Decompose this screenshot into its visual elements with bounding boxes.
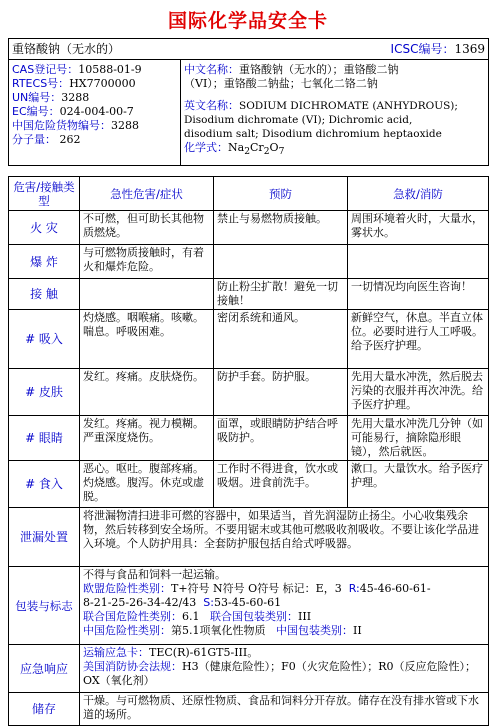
r-phrase-text-1: 45-46-60-61- <box>359 582 431 595</box>
prevention-explosion <box>214 245 348 279</box>
row-storage <box>9 693 489 726</box>
aid-inhalation: 新鲜空气，休息。半直立体位。必要时进行人工呼吸。给予医疗护理。 <box>348 310 489 369</box>
formula-o: O <box>269 141 279 154</box>
hazard-skin: 发红。疼痛。皮肤烧伤。 <box>80 369 214 416</box>
prevention-ingestion: 工作时不得进食，饮水或吸烟。进食前洗手。 <box>214 461 348 508</box>
type-eyes: # 眼睛 <box>9 416 80 461</box>
icsc-label: ICSC编号： <box>390 42 455 56</box>
chinese-name-1: 重铬酸钠（无水的）；重铬酸二钠 <box>239 63 399 76</box>
type-exposure: 接 触 <box>9 279 80 310</box>
un-class-label: 联合国危险性类别： <box>83 610 182 623</box>
cn-class-label: 中国危险性类别： <box>83 624 171 637</box>
cas-number: 10588-01-9 <box>78 63 142 76</box>
hazard-eyes: 发红。疼痛。视力模糊。严重深度烧伤。 <box>80 416 214 461</box>
s-phrase-label: S: <box>203 596 214 609</box>
col-header-type: 危害/接触类型 <box>9 177 80 211</box>
identification-table <box>8 38 489 166</box>
formula-cr: Cr <box>250 141 264 154</box>
hazard-fire: 不可燃，但可助长其他物质燃烧。 <box>80 211 214 245</box>
un-class-value: 6.1 <box>182 610 200 623</box>
aid-eyes: 先用大量水冲洗几分钟（如可能易行，摘除隐形眼镜），然后就医。 <box>348 416 489 461</box>
chemical-name: 重铬酸钠（无水的） <box>12 42 121 56</box>
packaging-cell <box>80 567 489 645</box>
eu-class-text: T+符号 N符号 O符号 标记：E，3 <box>171 582 342 595</box>
aid-fire: 周围环境着火时，大量水，雾状水。 <box>348 211 489 245</box>
china-dg-number: 3288 <box>111 119 139 132</box>
molecular-weight: 262 <box>59 133 81 146</box>
row-eyes <box>9 416 489 461</box>
formula-cr-sub: 2 <box>263 146 270 158</box>
row-fire <box>9 211 489 245</box>
transport-card-label: 运输应急卡： <box>83 646 149 659</box>
type-ingestion: # 食入 <box>9 461 80 508</box>
row-emergency <box>9 645 489 693</box>
formula-line <box>184 141 485 159</box>
aid-exposure: 一切情况均向医生咨询！ <box>348 279 489 310</box>
row-ingestion <box>9 461 489 508</box>
transport-card-value: TEC(R)-61GT5-III。 <box>149 646 259 659</box>
icsc-number: 1369 <box>454 42 486 56</box>
un-pack-label: 联合国包装类别： <box>210 610 298 623</box>
ec-label: EC编号： <box>12 105 60 118</box>
un-label: UN编号： <box>12 91 62 104</box>
row-exposure <box>9 279 489 310</box>
packaging-note: 不得与食品和饲料一起运输。 <box>83 568 226 581</box>
prevention-eyes: 面罩，或眼睛防护结合呼吸防护。 <box>214 416 348 461</box>
hazard-exposure <box>80 279 214 310</box>
row-packaging <box>9 567 489 645</box>
prevention-fire: 禁止与易燃物质接触。 <box>214 211 348 245</box>
chinese-name-label: 中文名称： <box>184 63 239 76</box>
formula-o-sub: 7 <box>278 146 285 158</box>
type-skin: # 皮肤 <box>9 369 80 416</box>
row-spill <box>9 508 489 567</box>
english-name-2: Disodium dichromate (VI); Dichromic acid, <box>184 114 413 126</box>
packaging-label: 包装与标志 <box>9 567 80 645</box>
hazard-explosion: 与可燃物质接触时，有着火和爆炸危险。 <box>80 245 214 279</box>
english-name-label: 英文名称： <box>184 99 239 112</box>
un-pack-value: III <box>298 610 312 623</box>
cn-pack-value: II <box>353 624 362 637</box>
nfpa-value: H3（健康危险性）；F0（火灾危险性）；R0（反应危险性）；OX（氧化剂） <box>83 660 477 687</box>
emergency-label: 应急响应 <box>9 645 80 693</box>
aid-skin: 先用大量水冲洗，然后脱去污染的衣服并再次冲洗。给予医疗护理。 <box>348 369 489 416</box>
prevention-skin: 防护手套。防护服。 <box>214 369 348 416</box>
cn-pack-label: 中国包装类别： <box>276 624 353 637</box>
row-explosion <box>9 245 489 279</box>
cn-class-value: 第5.1项氧化性物质 <box>171 624 266 637</box>
rtecs-number: HX7700000 <box>69 77 136 90</box>
hazard-inhalation: 灼烧感。咽喉痛。咳嗽。喘息。呼吸困难。 <box>80 310 214 369</box>
col-header-prevention: 预防 <box>214 177 348 211</box>
identifiers-cell <box>9 60 181 166</box>
prevention-inhalation: 密闭系统和通风。 <box>214 310 348 369</box>
spill-text: 将泄漏物清扫进非可燃的容器中，如果适当，首先润湿防止扬尘。小心收集残余物，然后转移到安全场所。不要用锯末或其他可燃吸收剂吸收。不要让该化学品进入环境。个人防护用具：全套防护服包括自给式呼吸器。 <box>80 508 489 567</box>
china-dg-label: 中国危险货物编号： <box>12 119 111 132</box>
english-name-3: disodium salt; Disodium dichromium heptaoxide <box>184 128 442 140</box>
r-phrase-label: R: <box>348 582 360 595</box>
nfpa-label: 美国消防协会法规： <box>83 660 182 673</box>
column-header-row <box>9 177 489 211</box>
names-cell <box>181 60 489 166</box>
un-number: 3288 <box>61 91 90 104</box>
formula-label: 化学式： <box>184 141 228 154</box>
emergency-cell <box>80 645 489 693</box>
aid-ingestion: 漱口。大量饮水。给予医疗护理。 <box>348 461 489 508</box>
prevention-exposure: 防止粉尘扩散！避免一切接触！ <box>214 279 348 310</box>
col-header-first-aid: 急救/消防 <box>348 177 489 211</box>
header-row <box>9 39 489 60</box>
row-inhalation <box>9 310 489 369</box>
english-name-1: SODIUM DICHROMATE (ANHYDROUS); <box>239 100 458 112</box>
s-phrase-text: 53-45-60-61 <box>213 596 282 609</box>
type-inhalation: # 吸入 <box>9 310 80 369</box>
hazard-ingestion: 恶心。呕吐。腹部疼痛。灼烧感。腹泻。休克或虚脱。 <box>80 461 214 508</box>
ec-number: 024-004-00-7 <box>59 105 134 118</box>
col-header-hazard: 急性危害/症状 <box>80 177 214 211</box>
formula-na: Na <box>228 141 245 154</box>
storage-text: 干燥。与可燃物质、还原性物质、食品和饲料分开存放。储存在没有排水管或下水道的场所。 <box>80 693 489 726</box>
r-phrase-text-2: 8-21-25-26-34-42/43 <box>83 596 197 609</box>
molecular-weight-label: 分子量： <box>12 133 56 146</box>
row-skin <box>9 369 489 416</box>
type-fire: 火 灾 <box>9 211 80 245</box>
type-explosion: 爆 炸 <box>9 245 80 279</box>
rtecs-label: RTECS号： <box>12 77 70 90</box>
storage-label: 储存 <box>9 693 80 726</box>
aid-explosion <box>348 245 489 279</box>
spill-label: 泄漏处置 <box>9 508 80 567</box>
hazard-table <box>8 176 489 726</box>
chinese-name-2: （VI）；重铬酸二钠盐；七氧化二铬二钠 <box>184 77 378 90</box>
cas-label: CAS登记号： <box>12 63 79 76</box>
formula-na-sub: 2 <box>244 146 251 158</box>
card-title: 国际化学品安全卡 <box>167 10 328 32</box>
eu-class-label: 欧盟危险性类别： <box>83 582 171 595</box>
